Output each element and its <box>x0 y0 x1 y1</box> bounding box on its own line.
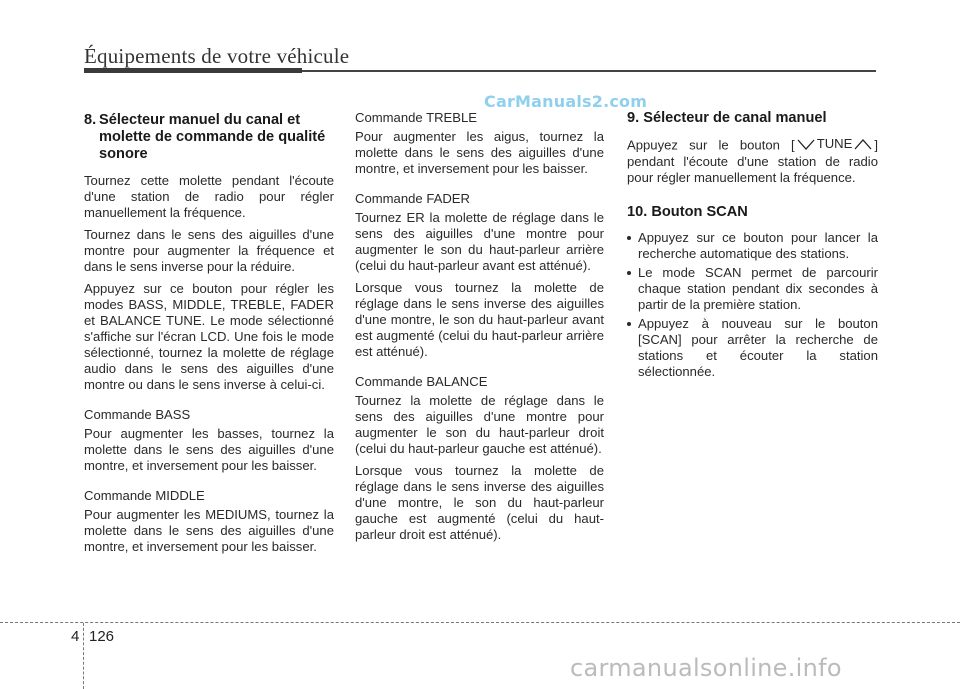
page-number: 126 <box>89 628 115 645</box>
fader-text-2: Lorsque vous tournez la molette de réglage dans le sens inverse des aiguilles d'une montre, le son du haut-parleur avant est augmenté (celui du haut-parleur arrière est atténué). <box>355 280 604 359</box>
header-rule-thin <box>302 70 876 72</box>
scan-bullet-list <box>627 230 878 380</box>
section-9-heading: 9. Sélecteur de canal manuel <box>627 110 827 126</box>
list-item: Appuyez à nouveau sur le bouton [SCAN] pour arrêter la recherche de stations et écouter la station sélectionnée. <box>627 316 878 380</box>
balance-text-1: Tournez la molette de réglage dans le sens des aiguilles d'une montre pour augmenter le son du haut-parleur droit (celui du haut-parleur gauche est atténué). <box>355 393 604 456</box>
section-8-title-cont: molette de commande de qualité sonore <box>99 129 326 162</box>
watermark-bottom[interactable]: carmanualsonline.info <box>570 654 842 682</box>
chapter-number: 4 <box>71 628 80 645</box>
section-8-paragraph-2: Tournez dans le sens des aiguilles d'une montre pour augmenter la fréquence et dans le sens inverse pour la réduire. <box>84 227 334 274</box>
tune-button-glyph <box>795 136 875 152</box>
list-item: Appuyez sur ce bouton pour lancer la recherche automatique des stations. <box>627 230 878 262</box>
footer-divider <box>83 623 84 689</box>
balance-label: Commande BALANCE <box>355 374 488 389</box>
column-1 <box>84 112 334 561</box>
watermark-top[interactable]: CarManuals2.com <box>484 92 648 111</box>
header-rule-thick <box>84 68 302 73</box>
footer-rule <box>0 622 960 623</box>
middle-label: Commande MIDDLE <box>84 488 205 503</box>
section-8-number: 8. <box>84 112 97 128</box>
column-3 <box>627 110 878 383</box>
bass-label: Commande BASS <box>84 407 191 422</box>
section-8-heading <box>84 112 334 163</box>
bass-text: Pour augmenter les basses, tournez la molette dans le sens des aiguilles d'une montre, et inversement pour les baisser. <box>84 426 334 473</box>
chevron-up-icon <box>854 139 872 150</box>
list-item: Le mode SCAN permet de parcourir chaque station pendant dix secondes à partir de la première station. <box>627 265 878 313</box>
column-2 <box>355 110 604 549</box>
fader-text-1: Tournez ER la molette de réglage dans le sens des aiguilles d'une montre pour augmenter le son du haut-parleur arrière (celui du haut-parleur avant est atténué). <box>355 210 604 273</box>
section-8-paragraph-1: Tournez cette molette pendant l'écoute d'une station de radio pour régler manuellement la fréquence. <box>84 173 334 220</box>
section-8-title-line1: Sélecteur manuel du canal et <box>99 112 301 128</box>
section-8-paragraph-3: Appuyez sur ce bouton pour régler les modes BASS, MIDDLE, TREBLE, FADER et BALANCE TUNE. Le mode sélectionné s'affiche sur l'écran LCD. Une fois le mode sélectionné, tournez la molette de réglage audio dans le sens des aiguilles d'une montre ou dans le sens inverse à celui-ci. <box>84 281 334 392</box>
chevron-down-icon <box>797 139 815 150</box>
section-9-paragraph <box>627 136 878 186</box>
section-10-heading: 10. Bouton SCAN <box>627 203 748 220</box>
section-9-text-after: ] pendant l'écoute d'une station de radio pour régler manuellement la fréquence. <box>627 137 878 185</box>
page-header-title: Équipements de votre véhicule <box>84 44 350 68</box>
treble-label: Commande TREBLE <box>355 110 478 125</box>
fader-label: Commande FADER <box>355 191 470 206</box>
treble-text: Pour augmenter les aigus, tournez la molette dans le sens des aiguilles d'une montre, et inversement pour les baisser. <box>355 129 604 176</box>
middle-text: Pour augmenter les MEDIUMS, tournez la molette dans le sens des aiguilles d'une montre, et inversement pour les baisser. <box>84 507 334 554</box>
balance-text-2: Lorsque vous tournez la molette de réglage dans le sens inverse des aiguilles d'une montre, le son du haut-parleur gauche est augmenté (celui du haut-parleur droit est atténué). <box>355 463 604 542</box>
tune-label: TUNE <box>816 136 853 151</box>
section-9-text-before: Appuyez sur le bouton [ <box>627 137 795 153</box>
